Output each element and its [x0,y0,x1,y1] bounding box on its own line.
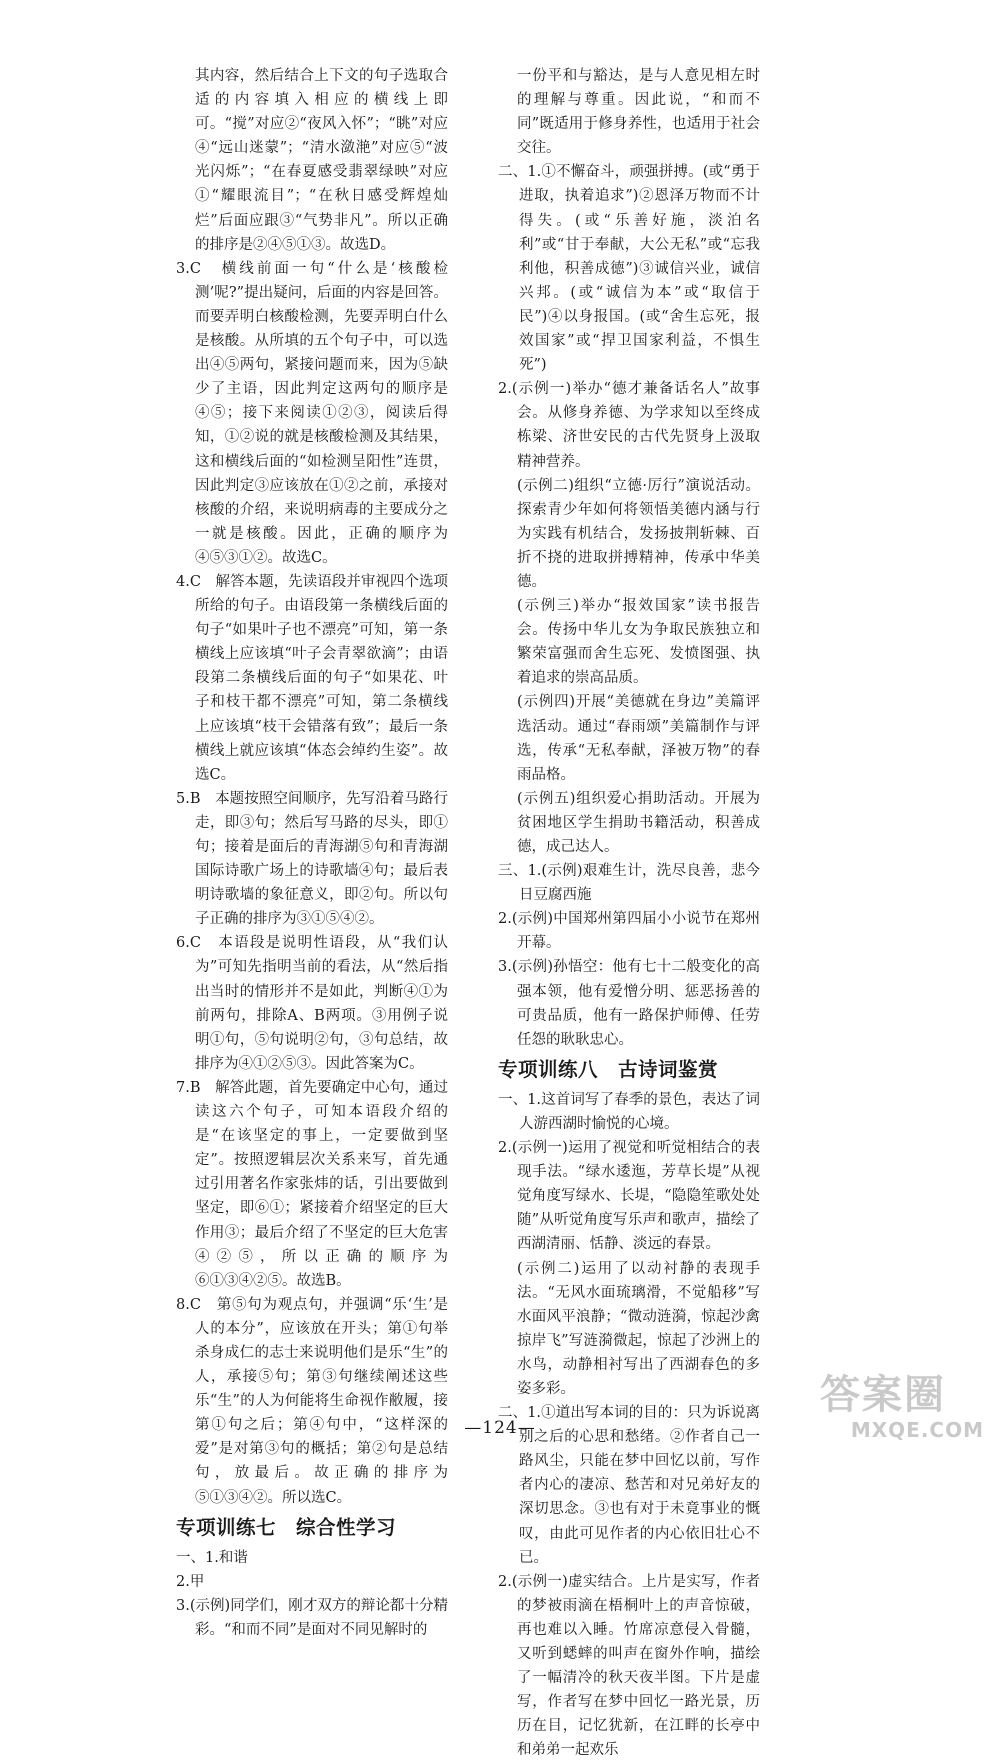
answer-paragraph: 2.(示例一)运用了视觉和听觉相结合的表现手法。“绿水逶迤，芳草长堤”从视觉角度写绿水、长堤，“隐隐笙歌处处随”从听觉角度写乐声和歌声，描绘了西湖清丽、恬静、淡远的春景。 [498,1140,760,1253]
watermark-sub: MXQE.COM [850,1418,984,1442]
answer-paragraph: 二、1.①道出写本词的目的：只为诉说离别之后的心思和愁绪。②作者自己一路风尘，只能在梦中回忆以前，写作者内心的凄凉、愁苦和对兄弟好友的深切思念。③也有对于未竟事业的慨叹，由此可见作者的内心依旧壮心不已。 [498,1405,760,1566]
answer-paragraph: 7.B 解答此题，首先要确定中心句，通过读这六个句子，可知本语段介绍的是“在该坚定的事上，一定要做到坚定”。按照逻辑层次关系来写，首先通过引用著名作家张炜的话，引出要做到坚定，即⑥①；紧接着介绍坚定的巨大作用③；最后介绍了不坚定的巨大危害④②⑤，所以正确的顺序为⑥①③④②⑤。故选B。 [176,1079,448,1289]
answer-paragraph: 三、1.(示例)艰难生计，洗尽良善，悲今日豆腐西施 [498,863,760,904]
answer-paragraph: 二、1.①不懈奋斗，顽强拼搏。(或“勇于进取，执着追求”)②恩泽万物而不计得失。(或“乐善好施，淡泊名利”或“甘于奉献，大公无私”或“忘我利他，积善成德”)③诚信兴业，诚信兴邦。(或“诚信为本”或“取信于民”)④以身报国。(或“舍生忘死，报效国家”或“捍卫国家利益，不惧生死”) [498,164,760,374]
answer-paragraph: (示例五)组织爱心捐助活动。开展为贫困地区学生捐助书籍活动，积善成德，成己达人。 [517,790,760,855]
answer-paragraph: 一份平和与豁达，是与人意见相左时的理解与尊重。因此说，“和而不同”既适用于修身养性，也适用于社会交往。 [517,68,760,157]
page-number: —124— [464,1418,536,1438]
answer-paragraph: 其内容，然后结合上下文的句子选取合适的内容填入相应的横线上即可。“搅”对应②“夜风入怀”；“眺”对应④“远山迷蒙”；“清水潋滟”对应⑤“波光闪烁”；“在春夏感受翡翠绿映”对应①“耀眼流目”；“在秋日感受辉煌灿烂”后面应跟③“气势非凡”。所以正确的排序是②④⑤①③。故选D。 [195,68,448,253]
answer-paragraph: 2.(示例)中国郑州第四届小小说节在郑州开幕。 [498,911,760,952]
answer-paragraph: (示例三)举办“报效国家”读书报告会。传扬中华儿女为争取民族独立和繁荣富强而舍生忘死、发愤图强、执着追求的崇高品质。 [517,598,760,687]
right-column [498,64,760,1762]
answer-paragraph: 5.B 本题按照空间顺序，先写沿着马路行走，即③句；然后写马路的尽头，即①句；接着是面后的青海湖⑤句和青海湖国际诗歌广场上的诗歌墙④句；最后表明诗歌墙的象征意义，即②句。所以句子正确的排序为③①⑤④②。 [176,790,448,928]
answer-paragraph: 2.(示例一)虚实结合。上片是实写，作者的梦被雨滴在梧桐叶上的声音惊破，再也难以入睡。竹席凉意侵入骨髓，又听到蟋蟀的叫声在窗外作响，描绘了一幅清冷的秋天夜半图。下片是虚写，作者写在梦中回忆一路光景，历历在目，记忆犹新，在江畔的长亭中和弟弟一起欢乐 [498,1573,760,1759]
answer-paragraph: 2.甲 [176,1573,205,1590]
section-heading: 专项训练八 古诗词鉴赏 [498,1057,719,1081]
answer-paragraph: 一、1.和谐 [176,1549,248,1566]
answer-paragraph: 2.(示例一)举办“德才兼备话名人”故事会。从修身养德、为学求知以至终成栋梁、济世安民的古代先贤身上汲取精神营养。 [498,381,760,470]
answer-paragraph: (示例二)运用了以动衬静的表现手法。“无风水面琉璃滑，不觉船移”写水面风平浪静；“微动涟漪，惊起沙禽掠岸飞”写涟漪微起，惊起了沙洲上的水鸟，动静相衬写出了西湖春色的多姿多彩。 [517,1260,760,1397]
answer-paragraph: 3.C 横线前面一句“什么是‘核酸检测’呢?”提出疑问，后面的内容是回答。而要弄明白核酸检测，先要弄明白什么是核酸。从所填的五个句子中，可以选出④⑤两句，紧接问题而来，因为⑤缺少了主语，因此判定这两句的顺序是④⑤；接下来阅读①②③，阅读后得知，①②说的就是核酸检测及其结果，这和横线后面的“如检测呈阳性”连贯，因此判定③应该放在①②之前，承接对核酸的介绍，来说明病毒的主要成分之一就是核酸。因此，正确的顺序为④⑤③①②。故选C。 [176,260,448,566]
watermark-logo [820,1372,990,1456]
answer-paragraph: 8.C 第⑤句为观点句，并强调“乐‘生’是人的本分”，应该放在开头；第①句举杀身成仁的志士来说明他们是乐“生”的人，承接⑤句；第③句继续阐述这些乐“生”的人为何能将生命视作敝履，接第①句之后；第④句中，“这样深的爱”是对第③句的概括；第②句是总结句，放最后。故正确的排序为⑤①③④②。所以选C。 [176,1296,448,1506]
answer-paragraph: 4.C 解答本题，先读语段并审视四个选项所给的句子。由语段第一条横线后面的句子“如果叶子也不漂亮”可知，第一条横线上应该填“叶子会青翠欲滴”；由语段第二条横线后面的句子“如果花、叶子和枝干都不漂亮”可知，第二条横线上应该填“枝干会错落有致”；最后一条横线上就应该填“体态会绰约生姿”。故选C。 [176,573,448,783]
answer-paragraph: 一、1.这首词写了春季的景色，表达了词人游西湖时愉悦的心境。 [498,1091,760,1132]
answer-paragraph: (示例四)开展“美德就在身边”美篇评选活动。通过“春雨颂”美篇制作与评选，传承“无私奉献，泽被万物”的春雨品格。 [517,694,760,783]
left-column [176,64,448,1642]
section-heading: 专项训练七 综合性学习 [176,1515,397,1539]
answer-paragraph: (示例二)组织“立德·厉行”演说活动。探索青少年如何将领悟美德内涵与行为实践有机结合，发扬披荆斩棘、百折不挠的进取拼搏精神，传承中华美德。 [517,477,760,590]
answer-paragraph: 3.(示例)孙悟空：他有七十二般变化的高强本领，他有爱憎分明、惩恶扬善的可贵品质，他有一路保护师傅、任劳任怨的耿耿忠心。 [498,959,760,1048]
answer-paragraph: 3.(示例)同学们，刚才双方的辩论都十分精彩。“和而不同”是面对不同见解时的 [176,1597,448,1638]
watermark-main: 答案圈 [820,1372,946,1418]
answer-paragraph: 6.C 本语段是说明性语段，从“我们认为”可知先指明当前的看法，从“然后指出当时的情形并不是如此，判断④①为前两句，排除A、B两项。③用例子说明①句，⑤句说明②句，③句总结，故排序为④①②⑤③。因此答案为C。 [176,935,448,1072]
